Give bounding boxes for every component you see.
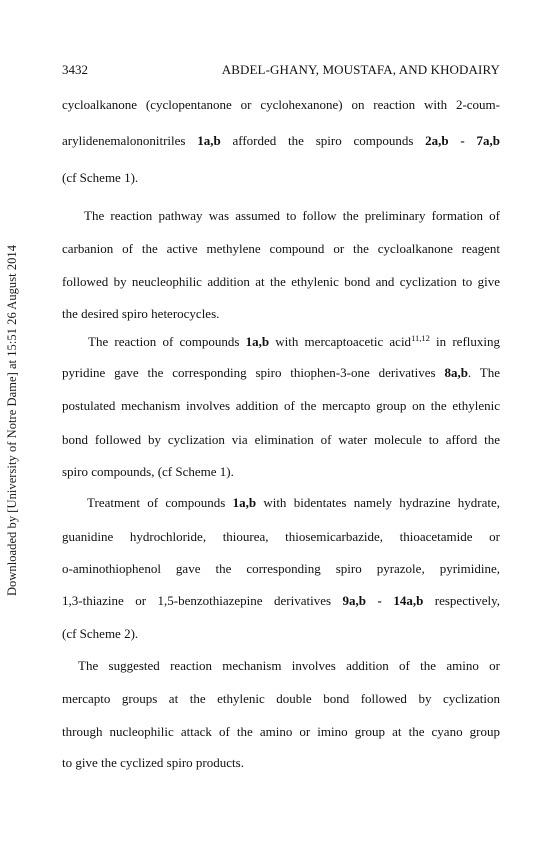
text-line-11 xyxy=(62,431,500,449)
text-segment: with bidentates namely hydrazine hydrate, xyxy=(256,495,500,510)
text-line-9 xyxy=(62,364,500,382)
text-segment: The suggested reaction mechanism involves addition of the amino or xyxy=(78,658,500,673)
text-line-2 xyxy=(62,132,500,150)
page-number: 3432 xyxy=(62,62,88,77)
text-segment: cycloalkanone (cyclopentanone or cyclohexanone) on reaction with 2-coum- xyxy=(62,97,500,112)
text-segment: spiro compounds, (cf Scheme 1). xyxy=(62,464,234,479)
text-line-7 xyxy=(62,305,500,323)
page-header xyxy=(62,62,500,82)
text-segment: respectively, xyxy=(423,593,500,608)
text-line-8 xyxy=(88,333,500,351)
compound-ref: 8a,b xyxy=(444,365,468,380)
text-segment: The reaction of compounds xyxy=(88,334,246,349)
text-line-14 xyxy=(62,528,500,546)
text-segment: arylidenemalononitriles xyxy=(62,133,198,148)
text-line-3 xyxy=(62,169,500,187)
text-line-16 xyxy=(62,592,500,610)
text-segment: with mercaptoacetic acid xyxy=(269,334,412,349)
download-watermark xyxy=(1,100,25,740)
running-title: ABDEL-GHANY, MOUSTAFA, AND KHODAIRY xyxy=(221,62,500,77)
text-line-13 xyxy=(87,494,500,512)
text-segment: 1,3-thiazine or 1,5-benzothiazepine derivatives xyxy=(62,593,343,608)
text-segment: bond followed by cyclization via elimination of water molecule to afford the xyxy=(62,432,500,447)
text-line-5 xyxy=(62,240,500,258)
compound-ref: 9a,b - 14a,b xyxy=(342,593,424,608)
compound-ref: 1a,b xyxy=(197,133,221,148)
text-line-4 xyxy=(84,207,500,225)
text-segment: o-aminothiophenol gave the corresponding spiro pyrazole, pyrimidine, xyxy=(62,561,500,576)
text-segment: The reaction pathway was assumed to follow the preliminary formation of xyxy=(84,208,500,223)
text-line-21 xyxy=(62,754,500,772)
text-segment: postulated mechanism involves addition of the mercapto group on the ethylenic xyxy=(62,398,500,413)
text-segment: (cf Scheme 1). xyxy=(62,170,139,185)
text-line-1 xyxy=(62,96,500,114)
text-segment: in refluxing xyxy=(429,334,501,349)
text-segment: mercapto groups at the ethylenic double bond followed by cyclization xyxy=(62,691,500,706)
text-segment: guanidine hydrochloride, thiourea, thiosemicarbazide, thioacetamide or xyxy=(62,529,500,544)
text-line-19 xyxy=(62,690,500,708)
text-segment: afforded the spiro compounds xyxy=(220,133,426,148)
text-line-6 xyxy=(62,273,500,291)
text-segment: the desired spiro heterocycles. xyxy=(62,306,220,321)
text-line-15 xyxy=(62,560,500,578)
text-line-18 xyxy=(78,657,500,675)
citation-superscript: 11,12 xyxy=(411,333,430,343)
text-segment: to give the cyclized spiro products. xyxy=(62,755,244,770)
text-segment: carbanion of the active methylene compound or the cycloalkanone reagent xyxy=(62,241,500,256)
text-segment: pyridine gave the corresponding spiro thiophen-3-one derivatives xyxy=(62,365,445,380)
text-segment: followed by neucleophilic addition at the ethylenic bond and cyclization to give xyxy=(62,274,500,289)
compound-ref: 2a,b - 7a,b xyxy=(425,133,500,148)
compound-ref: 1a,b xyxy=(232,495,257,510)
text-line-17 xyxy=(62,625,500,643)
text-segment: Treatment of compounds xyxy=(87,495,233,510)
text-segment: . The xyxy=(467,365,500,380)
text-line-10 xyxy=(62,397,500,415)
text-line-20 xyxy=(62,723,500,741)
text-line-12 xyxy=(62,463,500,481)
download-watermark-text: Downloaded by [University of Notre Dame] at 15:51 26 August 2014 xyxy=(5,244,20,596)
compound-ref: 1a,b xyxy=(245,334,270,349)
text-segment: (cf Scheme 2). xyxy=(62,626,139,641)
text-segment: through nucleophilic attack of the amino or imino group at the cyano group xyxy=(62,724,500,739)
